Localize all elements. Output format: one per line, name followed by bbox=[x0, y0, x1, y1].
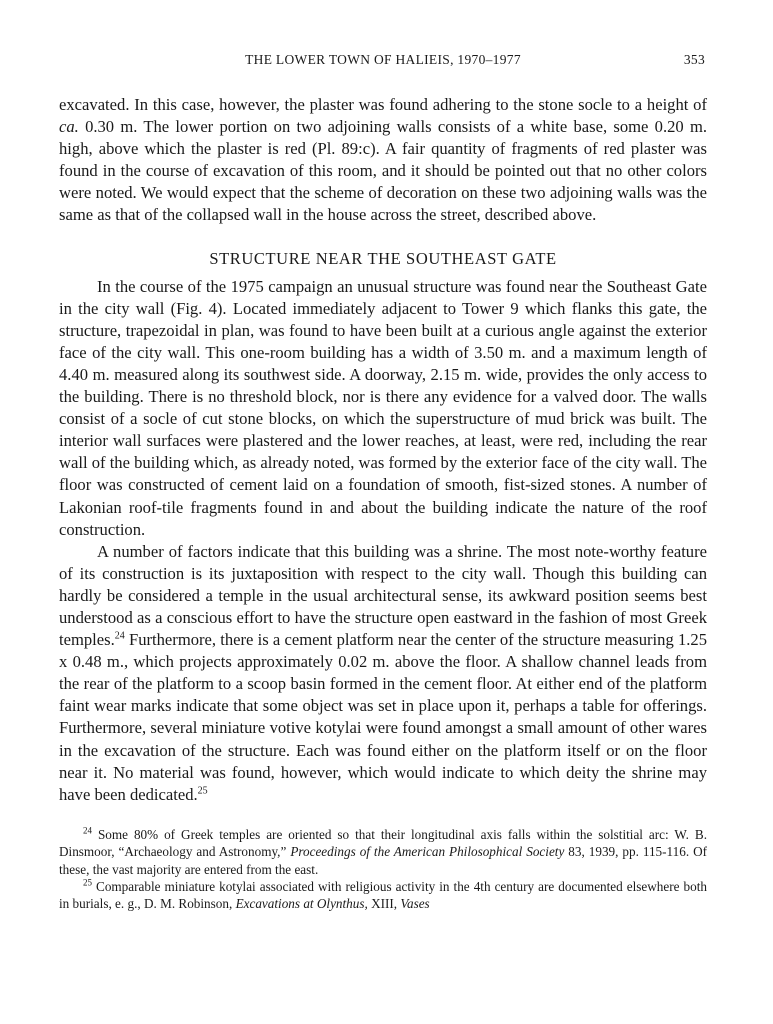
page bbox=[59, 52, 707, 913]
paragraph-continued bbox=[59, 94, 707, 227]
footnote-ref-25[interactable]: 25 bbox=[197, 785, 208, 797]
running-title: THE LOWER TOWN OF HALIEIS, 1970–1977 bbox=[245, 52, 521, 67]
paragraph-shrine-argument bbox=[59, 541, 707, 806]
paragraph-1-part-1: excavated. In this case, however, the plaster was found adhering to the stone socle to a height of bbox=[59, 95, 707, 114]
body-text bbox=[59, 94, 707, 806]
page-number: 353 bbox=[683, 52, 705, 67]
footnotes bbox=[59, 826, 707, 913]
running-head bbox=[59, 52, 707, 74]
paragraph-3-part-1: A number of factors indicate that this building was a shrine. The most note-worthy feature of its construction is its juxtaposition with respect to the city wall. Though this building can hardly be considered a temple in the usual architectural sense, its awkward position seems best understood as a conscious effort to have the structure open eastward in the fashion of most Greek temples. bbox=[59, 541, 707, 650]
footnote-24-number: 24 bbox=[83, 825, 92, 836]
footnote-24 bbox=[59, 826, 707, 878]
footnote-24-journal: Proceedings of the American Philosophical Society bbox=[290, 844, 565, 860]
footnote-25 bbox=[59, 878, 707, 913]
paragraph-1-part-2: 0.30 m. The lower portion on two adjoining walls consists of a white base, some 0.20 m. high, above which the plaster is red (Pl. 89:c). A fair quantity of fragments of red plaster was found in the course of excavation of this room, and it should be pointed out that no other colors were noted. We would expect that the scheme of decoration on these two adjoining walls was the same as that of the collapsed wall in the house across the street, described above. bbox=[59, 117, 707, 225]
footnote-25-text-1: Comparable miniature kotylai associated with religious activity in the 4th century are documented elsewhere both in burials, e. g., D. M. Robinson, bbox=[59, 879, 707, 912]
footnote-25-number: 25 bbox=[83, 877, 92, 888]
paragraph-1-italic: ca. bbox=[59, 117, 79, 137]
footnote-ref-24[interactable]: 24 bbox=[114, 630, 125, 642]
footnote-25-title: Excavations at Olynthus, bbox=[235, 896, 368, 912]
paragraph-structure-description: In the course of the 1975 campaign an unusual structure was found near the Southeast Gate in the city wall (Fig. 4). Located immediately adjacent to Tower 9 which flanks this gate, the structure, trapezoidal in plan, was found to have been built at a curious angle against the exterior face of the city wall. This one-room building has a width of 3.50 m. and a maximum length of 4.40 m. measured along its southwest side. A doorway, 2.15 m. wide, provides the only access to the building. There is no threshold block, nor is there any evidence for a valved door. The walls consist of a socle of cut stone blocks, on which the superstructure of mud brick was built. The interior wall surfaces were plastered and the lower reaches, at least, were red, including the rear wall of the building which, as already noted, was formed by the exterior face of the city wall. The floor was constructed of cement laid on a foundation of smooth, fist-sized stones. A number of Lakonian roof-tile fragments found in and about the building indicate the nature of the roof construction. bbox=[59, 276, 708, 539]
footnote-24-text-1: Some 80% of Greek temples are oriented so that their longitudinal axis falls within the solstitial arc: W. B. Dinsmoor, “Archaeology and Astronomy,” bbox=[59, 826, 707, 860]
paragraph-3-part-2: Furthermore, there is a cement platform near the center of the structure measuring 1.25 x 0.48 m., which projects approximately 0.02 m. above the floor. A shallow channel leads from the rear of the platform to a scoop basin formed in the cement floor. At either end of the platform faint wear marks indicate that some object was set in place upon it, perhaps a table for offerings. Furthermore, several miniature votive kotylai were found amongst a small amount of other wares in the excavation of the structure. Each was found either on the platform itself or on the floor near it. No material was found, however, which would indicate to which deity the shrine may have been dedicated. bbox=[59, 630, 707, 804]
footnote-25-vases: Vases bbox=[400, 896, 430, 912]
footnote-25-text-2: XIII, bbox=[367, 896, 401, 912]
footnote-24-text-2: 83, 1939, pp. 115-116. Of these, the vast majority are entered from the east. bbox=[59, 844, 707, 877]
section-heading: STRUCTURE NEAR THE SOUTHEAST GATE bbox=[209, 248, 557, 268]
